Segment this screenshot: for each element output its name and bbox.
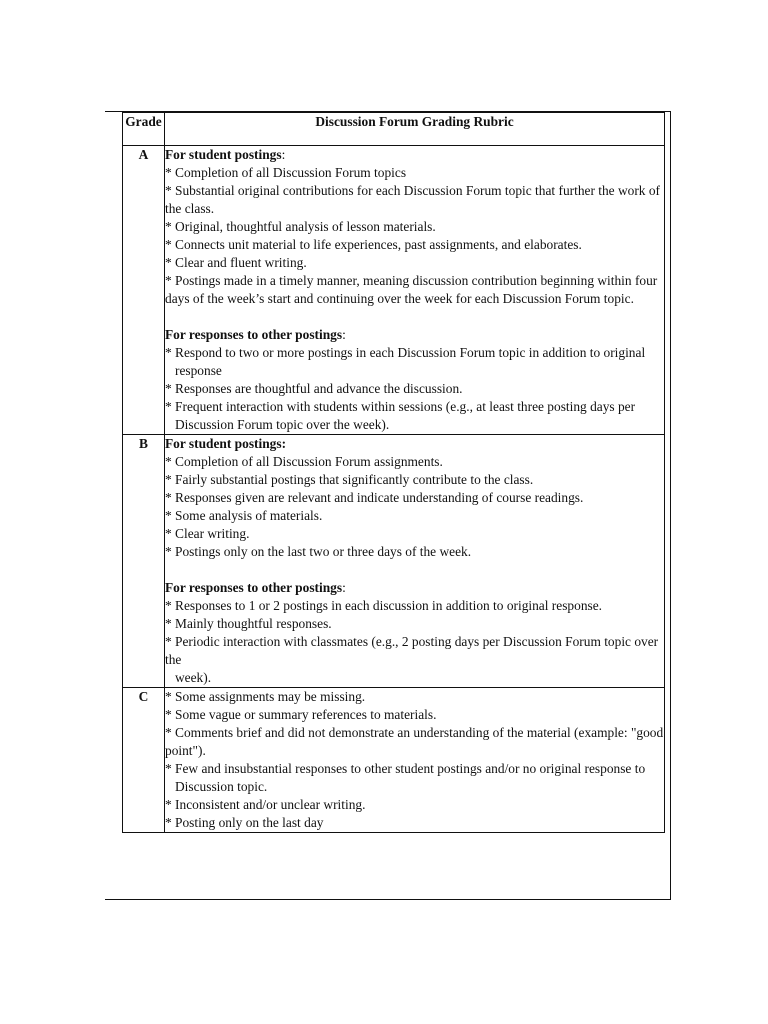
criteria-line: * Postings only on the last two or three days of the week. bbox=[165, 544, 472, 559]
criteria-line: * Posting only on the last day bbox=[165, 815, 324, 830]
section-heading-colon: : bbox=[342, 327, 346, 342]
criteria-line: response bbox=[175, 363, 222, 378]
criteria-line: * Some vague or summary references to materials. bbox=[165, 707, 437, 722]
rubric-body bbox=[123, 146, 665, 833]
section-spacer bbox=[165, 308, 664, 326]
criteria-line: week). bbox=[175, 670, 212, 685]
criteria-line: * Mainly thoughtful responses. bbox=[165, 616, 332, 631]
table-bottom-rule bbox=[105, 899, 671, 900]
table-row bbox=[123, 146, 665, 435]
section-heading bbox=[165, 579, 664, 597]
criteria-line: * Comments brief and did not demonstrate an understanding of the material (example: "good point"). bbox=[165, 725, 664, 758]
section-heading-text: For student postings: bbox=[165, 436, 287, 451]
criteria-cell bbox=[165, 146, 665, 435]
table-outer-right-rule bbox=[670, 111, 671, 900]
table-row bbox=[123, 688, 665, 833]
section-heading bbox=[165, 326, 664, 344]
criteria-line: * Frequent interaction with students within sessions (e.g., at least three posting days per bbox=[165, 399, 636, 414]
criteria-line: * Connects unit material to life experiences, past assignments, and elaborates. bbox=[165, 237, 582, 252]
criteria-line: * Respond to two or more postings in each Discussion Forum topic in addition to original bbox=[165, 345, 646, 360]
section-heading-colon: : bbox=[281, 147, 286, 162]
criteria-line: * Responses to 1 or 2 postings in each discussion in addition to original response. bbox=[165, 598, 603, 613]
criteria-line: * Fairly substantial postings that significantly contribute to the class. bbox=[165, 472, 534, 487]
criteria-cell bbox=[165, 435, 665, 688]
criteria-line: Discussion Forum topic over the week). bbox=[175, 417, 390, 432]
criteria-line: * Original, thoughtful analysis of lesson materials. bbox=[165, 219, 436, 234]
criteria-line: * Completion of all Discussion Forum topics bbox=[165, 165, 407, 180]
section-heading bbox=[165, 435, 664, 453]
grade-column-header: Grade bbox=[123, 113, 165, 146]
criteria-line: * Some assignments may be missing. bbox=[165, 689, 366, 704]
criteria-line: * Responses are thoughtful and advance the discussion. bbox=[165, 381, 463, 396]
table-row bbox=[123, 435, 665, 688]
rubric-title-header: Discussion Forum Grading Rubric bbox=[165, 113, 665, 146]
criteria-line: * Completion of all Discussion Forum assignments. bbox=[165, 454, 443, 469]
section-heading-colon: : bbox=[342, 580, 346, 595]
grade-letter: A bbox=[123, 146, 165, 435]
criteria-line: * Clear and fluent writing. bbox=[165, 255, 307, 270]
grading-rubric-table bbox=[122, 112, 665, 833]
section-heading-text: For student postings bbox=[165, 147, 282, 162]
criteria-line: * Responses given are relevant and indicate understanding of course readings. bbox=[165, 490, 584, 505]
criteria-line: * Some analysis of materials. bbox=[165, 508, 323, 523]
section-heading-text: For responses to other postings bbox=[165, 580, 343, 595]
criteria-line: * Periodic interaction with classmates (e.g., 2 posting days per Discussion Forum topic over the bbox=[165, 634, 659, 667]
criteria-line: * Few and insubstantial responses to other student postings and/or no original response to bbox=[165, 761, 646, 776]
section-heading bbox=[165, 146, 664, 164]
criteria-cell bbox=[165, 688, 665, 833]
section-spacer bbox=[165, 561, 664, 579]
section-heading-text: For responses to other postings bbox=[165, 327, 343, 342]
criteria-line: Discussion topic. bbox=[175, 779, 268, 794]
criteria-line: * Postings made in a timely manner, meaning discussion contribution beginning within four days of the week’s start and continuing over the week for each Discussion Forum topic. bbox=[165, 273, 658, 306]
criteria-line: * Clear writing. bbox=[165, 526, 250, 541]
grade-letter: B bbox=[123, 435, 165, 688]
criteria-line: * Substantial original contributions for each Discussion Forum topic that further the work of the class. bbox=[165, 183, 660, 216]
criteria-line: * Inconsistent and/or unclear writing. bbox=[165, 797, 366, 812]
table-header-row bbox=[123, 113, 665, 146]
grade-letter: C bbox=[123, 688, 165, 833]
